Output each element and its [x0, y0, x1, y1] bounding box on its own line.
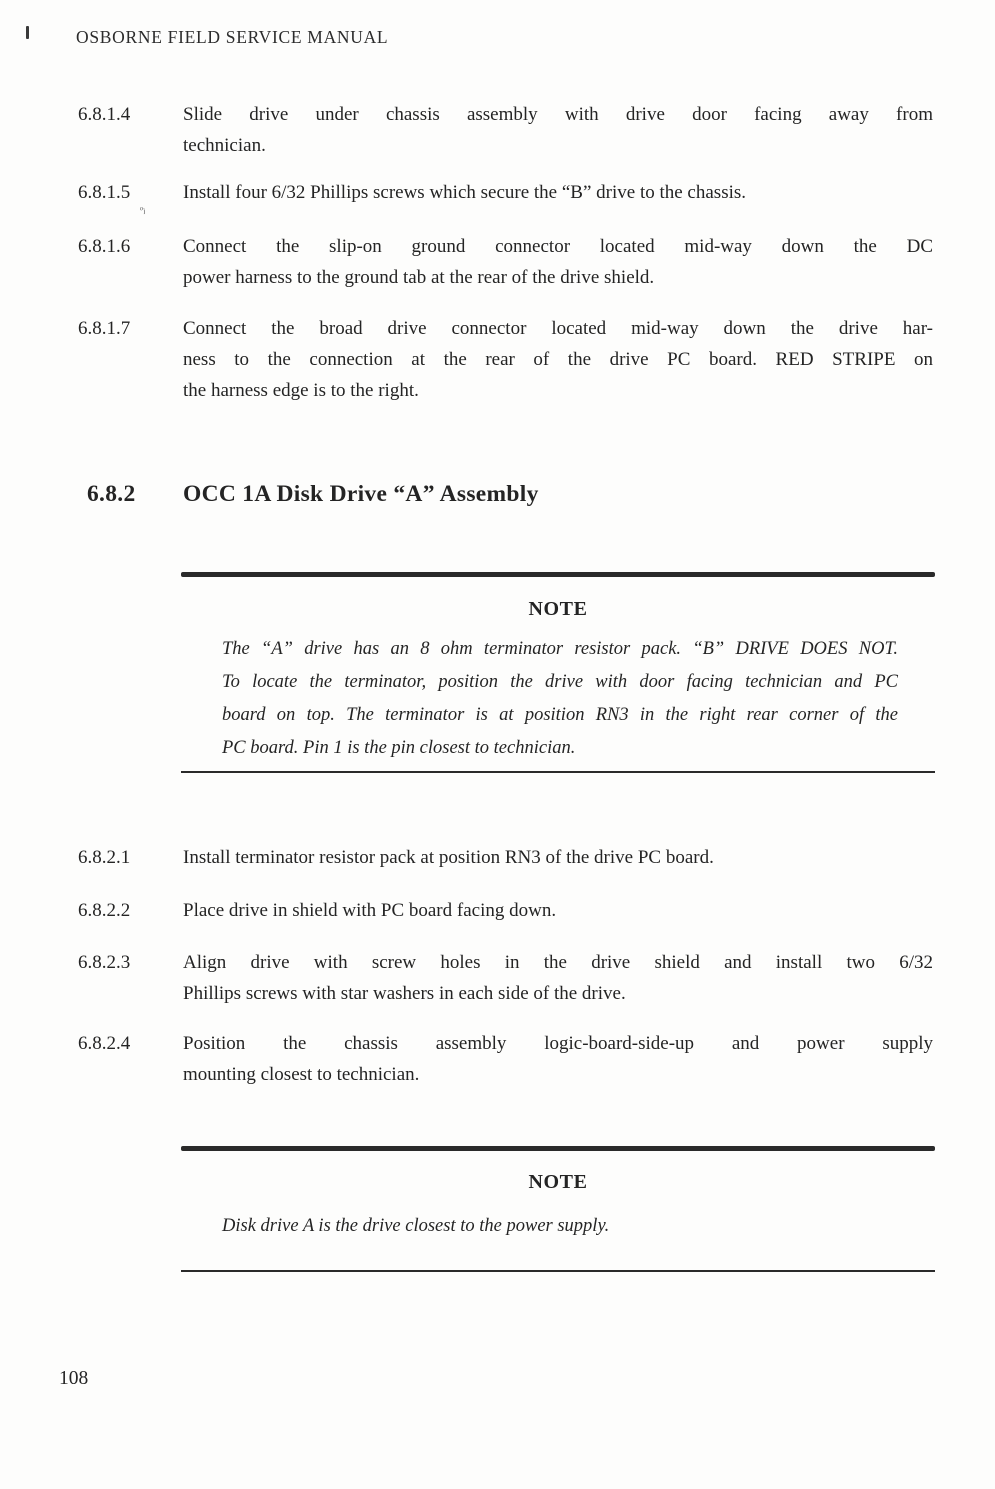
step-text: Align drive with screw holes in the drive shield and install two 6/32 Phillips screws with star washers in each side of the drive. — [183, 952, 933, 1004]
note-top-rule — [181, 572, 935, 577]
note-bottom-rule — [181, 771, 935, 773]
step-text: Connect the broad drive connector located mid-way down the drive har- ness to the connection at the rear of the drive PC board. RED STRIPE on the harness edge is to the right. — [183, 318, 933, 401]
step-text: Install four 6/32 Phillips screws which secure the “B” drive to the chassis. — [183, 182, 747, 203]
running-header: OSBORNE FIELD SERVICE MANUAL — [76, 27, 389, 47]
step-text: Position the chassis assembly logic-board-side-up and power supply mounting closest to technician. — [183, 1033, 933, 1085]
note-text: Disk drive A is the drive closest to the power supply. — [222, 1216, 610, 1236]
note-text: The “A” drive has an 8 ohm terminator resistor pack. “B” DRIVE DOES NOT. To locate the terminator, position the drive with door facing technician and PC board on top. The terminator is at position RN3 in the right rear corner of the PC board. Pin 1 is the pin closest to technician. — [222, 639, 898, 758]
step-number: 6.8.1.4 — [78, 104, 131, 125]
pen-mark-artifact: ᵒⱼ — [139, 203, 147, 217]
step-text: Connect the slip-on ground connector located mid-way down the DC power harness to the ground tab at the rear of the drive shield. — [183, 236, 933, 288]
step-text: Install terminator resistor pack at position RN3 of the drive PC board. — [183, 847, 714, 868]
step-number: 6.8.2.4 — [78, 1033, 131, 1054]
step-number: 6.8.2.2 — [78, 900, 131, 921]
note-label: NOTE — [528, 1171, 588, 1193]
step-number: 6.8.1.6 — [78, 236, 131, 257]
section-title: OCC 1A Disk Drive “A” Assembly — [183, 481, 539, 507]
scan-artifact — [26, 26, 29, 39]
page-number: 108 — [59, 1368, 89, 1389]
note-label: NOTE — [528, 598, 588, 620]
step-number: 6.8.2.1 — [78, 847, 131, 868]
step-number: 6.8.1.7 — [78, 318, 131, 339]
step-text: Slide drive under chassis assembly with drive door facing away from technician. — [183, 104, 933, 156]
section-heading — [0, 481, 995, 521]
note-top-rule — [181, 1146, 935, 1151]
section-number: 6.8.2 — [87, 481, 136, 507]
note-bottom-rule — [181, 1270, 935, 1272]
step-number: 6.8.1.5 — [78, 182, 131, 203]
step-text: Place drive in shield with PC board facing down. — [183, 900, 557, 921]
step-number: 6.8.2.3 — [78, 952, 131, 973]
